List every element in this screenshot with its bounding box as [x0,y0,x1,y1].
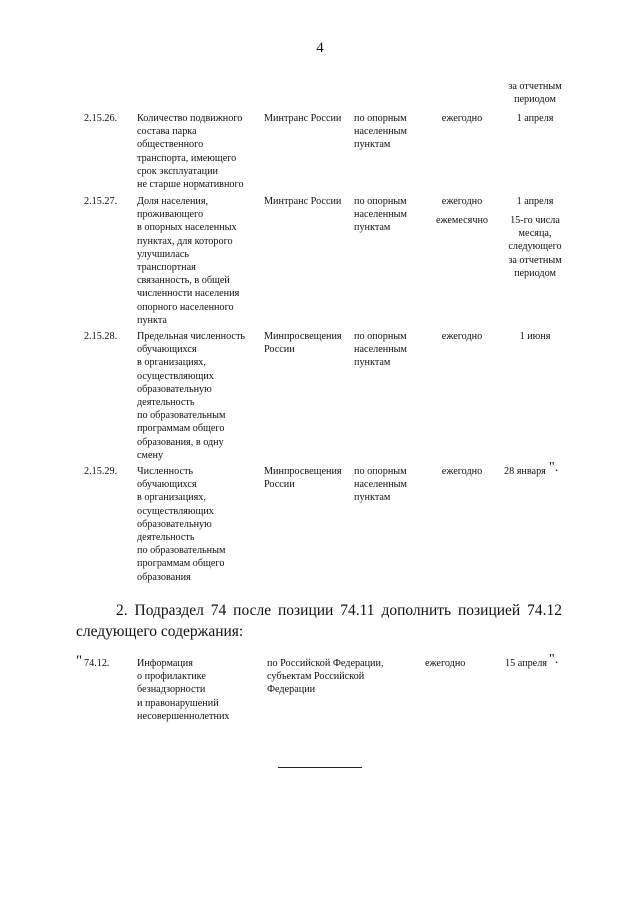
row-indicator-name: Доля населения, проживающего в опорных населенных пунктах, для которого улучшилась транспортная связанность, в общей численности населения опорного населенного пункта [137,196,240,326]
opening-quote: " [76,653,83,669]
signature-divider [278,767,362,768]
row-code: 2.15.26. [84,113,118,124]
row-code: 2.15.29. [84,466,118,477]
row-indicator-name: Численность обучающихся в организациях, осуществляющих образовательную деятельность по образовательным программам общего образования [137,466,226,583]
row-department: Минпросвещения России [264,466,342,491]
row-deadline-secondary: 15-го числа месяца, следующего за отчетным периодом [508,215,562,279]
closing-quote: ". [549,652,559,667]
row-code: 74.12. [84,658,110,669]
row-deadline: 1 апреля [516,196,554,207]
row-indicator-name: Предельная численность обучающихся в организациях, осуществляющих образовательную деятельность по образовательным программам общего образования, в одну смену [137,331,246,461]
row-code: 2.15.28. [84,331,118,342]
row-indicator-name: Информация о профилактике безнадзорности и правонарушений несовершеннолетних [137,658,230,722]
row-deadline: 28 января [504,466,546,477]
row-level: по Российской Федерации, субъектам Российской Федерации [267,658,384,696]
row-periodicity: ежегодно [441,113,483,124]
row-department: Минтранс России [264,196,342,207]
continuation-text: за отчетным периодом [508,81,562,106]
row-periodicity-secondary: ежемесячно [435,215,489,226]
row-level: по опорным населенным пунктам [354,196,407,234]
row-deadline: 15 апреля [505,658,547,669]
row-level: по опорным населенным пунктам [354,466,407,504]
row-department: Минпросвещения России [264,331,342,356]
row-indicator-name: Количество подвижного состава парка общественного транспорта, имеющего срок эксплуатации не старше нормативного [137,113,244,191]
row-periodicity: ежегодно [441,331,483,342]
row-code: 2.15.27. [84,196,118,207]
row-level: по опорным населенным пунктам [354,113,407,151]
closing-quote: ". [549,460,559,475]
row-level: по опорным населенным пунктам [354,331,407,369]
row-periodicity: ежегодно [441,196,483,207]
row-deadline: 1 июня [519,331,551,342]
amendment-paragraph: 2. Подраздел 74 после позиции 74.11 дополнить позицией 74.12 следующего содержания: [76,602,562,640]
row-department: Минтранс России [264,113,342,124]
row-periodicity: ежегодно [425,658,466,669]
row-deadline: 1 апреля [516,113,554,124]
page-number: 4 [316,40,324,56]
row-periodicity: ежегодно [441,466,483,477]
